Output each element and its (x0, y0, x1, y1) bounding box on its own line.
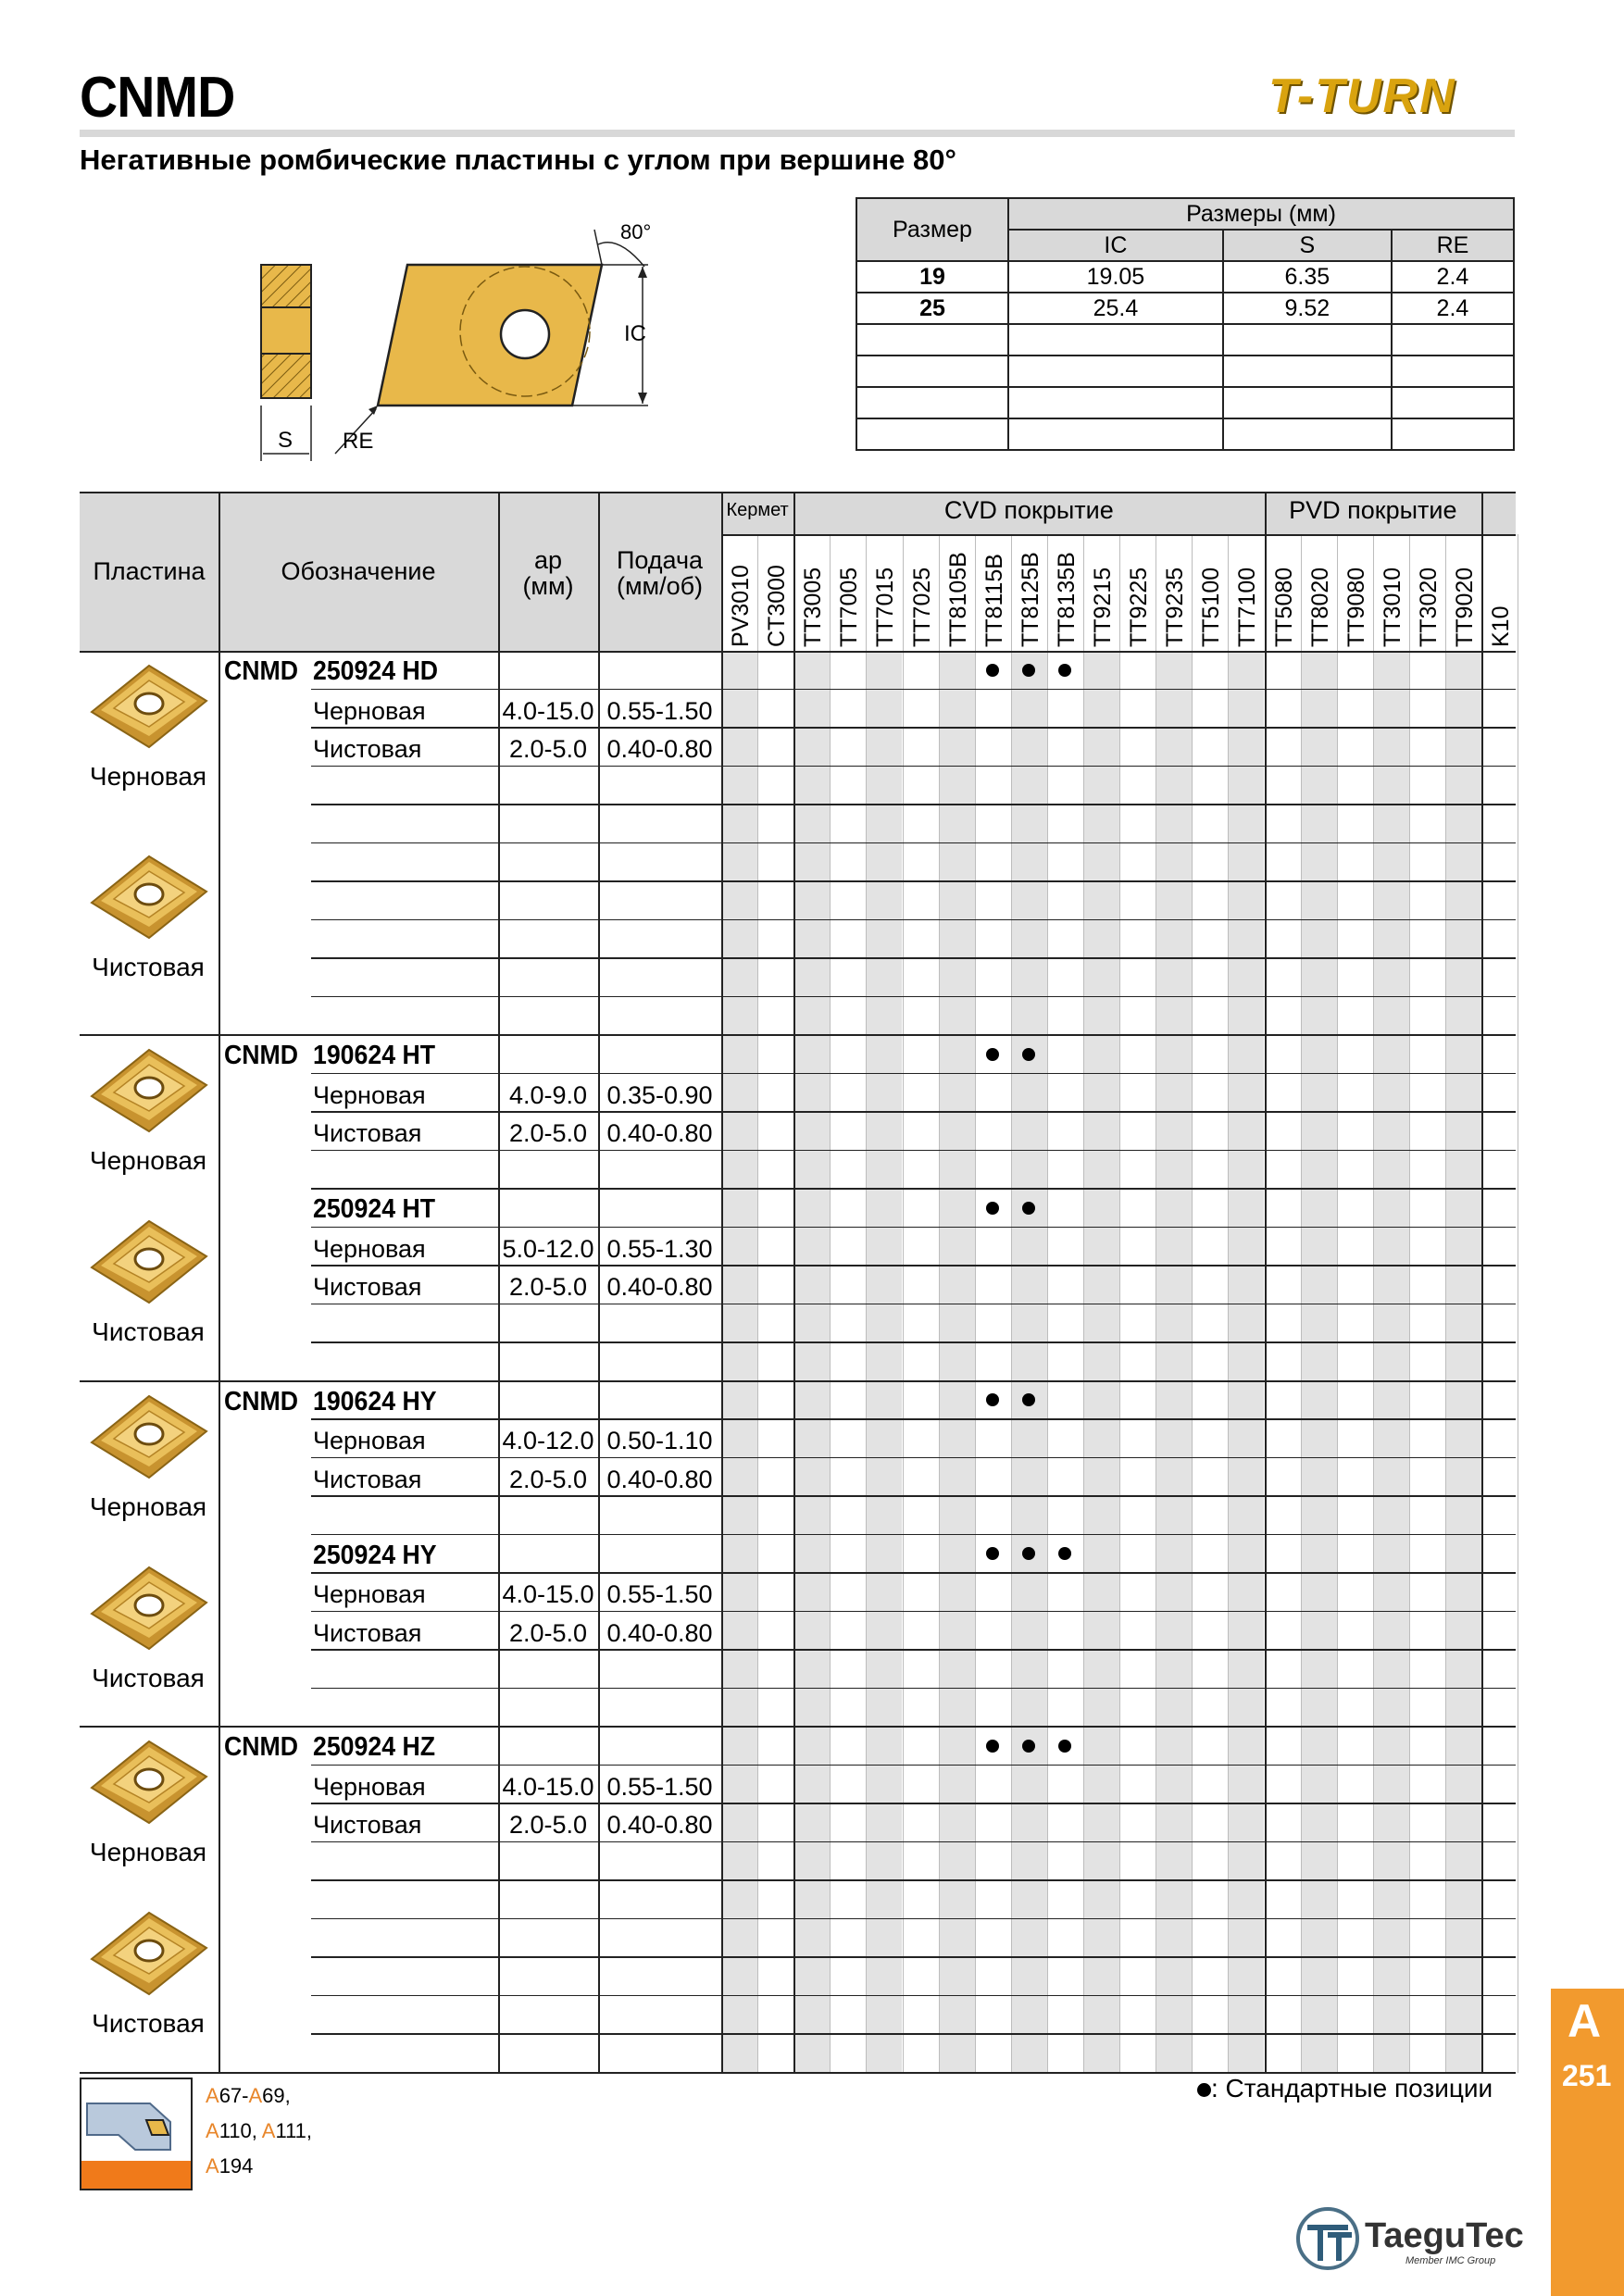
column-divider (598, 492, 600, 2073)
grade-label: TT8125B (1017, 552, 1043, 647)
group-dimensions: Размеры (мм) (1008, 198, 1514, 230)
page-references (206, 2078, 312, 2184)
header-bottom-line (80, 651, 1516, 653)
standard-dot (986, 664, 999, 677)
title-rule (80, 130, 1515, 137)
operation-label: Черновая (313, 1080, 426, 1109)
standard-dot (1058, 1740, 1071, 1753)
group-line (80, 1726, 1516, 1728)
row-line (311, 1765, 1516, 1766)
insert-label: Чистовая (92, 953, 205, 981)
ap-value: 2.0-5.0 (508, 1119, 588, 1147)
grade-label: TT8135B (1053, 552, 1080, 647)
group-line (80, 1034, 1516, 1036)
standard-dot (1022, 1202, 1035, 1215)
row-line (311, 1803, 1516, 1804)
group-pvd: PVD покрытие (1289, 496, 1457, 524)
insert-label: Чистовая (92, 2009, 205, 2038)
grade-label: TT7005 (836, 567, 863, 647)
grade-label: TT8105B (944, 552, 971, 647)
standard-dot (986, 1048, 999, 1061)
row-line (311, 842, 1516, 844)
table-row (856, 261, 1514, 293)
standard-dot (1022, 1740, 1035, 1753)
ap-value: 2.0-5.0 (508, 1618, 588, 1647)
ap-value: 5.0-12.0 (502, 1234, 594, 1263)
row-line (311, 957, 1516, 959)
standard-dot (1058, 1547, 1071, 1560)
grade-label: K10 (1488, 605, 1515, 647)
row-line (311, 1341, 1516, 1343)
grade-label: TT5100 (1198, 567, 1225, 647)
operation-label: Чистовая (313, 1273, 422, 1301)
reference-line[interactable]: A194 (206, 2154, 254, 2177)
operation-label: Черновая (313, 1772, 426, 1801)
row-line (311, 1111, 1516, 1113)
grades-grid (80, 492, 1516, 2068)
ap-value: 2.0-5.0 (508, 735, 588, 763)
designation-prefix: CNMD (224, 1041, 299, 1070)
operation-label: Чистовая (313, 1465, 422, 1493)
row-line (311, 1649, 1516, 1651)
row-line (311, 1457, 1516, 1459)
logo-text: TaeguTec (1365, 2216, 1524, 2255)
s-cell: 6.35 (1223, 261, 1392, 293)
operation-label: Чистовая (313, 1811, 422, 1839)
header-feed: Подача (мм/об) (616, 546, 704, 601)
feed-value: 0.40-0.80 (606, 735, 713, 763)
operation-label: Черновая (313, 1427, 426, 1454)
standard-dot (986, 1393, 999, 1406)
operation-label: Черновая (313, 1580, 426, 1608)
designation-code: 250924 HD (313, 656, 438, 686)
grade-label: TT9235 (1162, 567, 1189, 647)
operation-label: Чистовая (313, 735, 422, 763)
grade-label: TT9020 (1452, 567, 1478, 647)
feed-value: 0.35-0.90 (606, 1080, 713, 1109)
row-line (311, 1150, 1516, 1152)
insert-label: Чистовая (92, 1317, 205, 1346)
row-line (311, 689, 1516, 691)
ic-cell: 19.05 (1008, 261, 1223, 293)
feed-value: 0.50-1.10 (606, 1427, 713, 1454)
feed-value: 0.55-1.50 (606, 696, 713, 725)
group-header-line (721, 534, 1516, 536)
row-line (311, 1841, 1516, 1843)
grade-label: TT5080 (1270, 567, 1297, 647)
grade-label: TT7100 (1234, 567, 1261, 647)
grade-divider (1265, 492, 1267, 2073)
header-designation: Обозначение (281, 557, 436, 585)
row-line (311, 1418, 1516, 1420)
legend (1197, 2074, 1493, 2103)
grade-label: PV3010 (728, 565, 754, 647)
top-view (335, 230, 648, 454)
row-line (311, 1688, 1516, 1690)
row-line (311, 1879, 1516, 1881)
grade-label: TT7025 (908, 567, 935, 647)
col-re: RE (1392, 230, 1514, 261)
operation-label: Черновая (313, 696, 426, 725)
row-line (311, 1956, 1516, 1958)
row-line (311, 919, 1516, 921)
insert-photo (84, 1560, 214, 1662)
grade-label: TT3020 (1415, 567, 1442, 647)
grade-label: TT9080 (1343, 567, 1369, 647)
grade-divider (793, 492, 795, 2073)
row-line (311, 766, 1516, 767)
grid-top-line (80, 492, 1516, 493)
ic-cell: 25.4 (1008, 293, 1223, 324)
ap-value: 4.0-12.0 (502, 1427, 594, 1454)
standard-dot (1058, 664, 1071, 677)
row-line (311, 1918, 1516, 1920)
ap-value: 2.0-5.0 (508, 1273, 588, 1301)
section-letter: A (1568, 1995, 1602, 2047)
row-line (311, 1073, 1516, 1075)
feed-value: 0.40-0.80 (606, 1811, 713, 1839)
insert-photo (84, 1734, 214, 1836)
re-cell: 2.4 (1392, 261, 1514, 293)
size-cell: 25 (856, 293, 1008, 324)
row-line (311, 727, 1516, 729)
dimensions-table (856, 197, 1515, 451)
row-line (311, 1495, 1516, 1497)
row-line (311, 1188, 1516, 1190)
standard-dot (986, 1740, 999, 1753)
operation-label: Черновая (313, 1234, 426, 1263)
insert-photo (84, 1389, 214, 1491)
row-line (311, 1304, 1516, 1305)
row-line (311, 2033, 1516, 2035)
insert-label: Чистовая (92, 1663, 205, 1692)
taegutec-logo (1287, 2196, 1528, 2284)
page-title: CNMD (80, 66, 235, 130)
designation-code: 190624 HY (313, 1386, 437, 1416)
row-line (311, 804, 1516, 805)
insert-label: Черновая (89, 1838, 207, 1866)
designation-prefix: CNMD (224, 1732, 299, 1762)
row-line (311, 1227, 1516, 1229)
operation-label: Чистовая (313, 1119, 422, 1147)
ap-value: 2.0-5.0 (508, 1811, 588, 1839)
legend-dot-icon (1197, 2083, 1211, 2097)
insert-photo (84, 1905, 214, 2007)
insert-photo (84, 849, 214, 951)
grade-label: TT8020 (1306, 567, 1333, 647)
reference-line[interactable]: A67-A69, (206, 2084, 291, 2107)
insert-photo (84, 1042, 214, 1144)
page-number: 251 (1562, 2059, 1612, 2092)
designation-code: 250924 HY (313, 1540, 437, 1570)
grade-divider (1481, 492, 1483, 2073)
grade-label: TT9215 (1090, 567, 1116, 647)
insert-photo (84, 658, 214, 760)
logo-subtext: Member IMC Group (1405, 2255, 1496, 2266)
label-angle: 80° (620, 220, 652, 243)
header-insert: Пластина (93, 557, 206, 585)
feed-value: 0.40-0.80 (606, 1465, 713, 1493)
section-tab (1551, 1989, 1624, 2296)
col-size: Размер (856, 198, 1008, 261)
row-line (311, 1611, 1516, 1613)
row-line (311, 1265, 1516, 1267)
insert-label: Черновая (89, 1491, 207, 1521)
re-cell: 2.4 (1392, 293, 1514, 324)
grade-label: TT3005 (800, 567, 827, 647)
size-cell: 19 (856, 261, 1008, 293)
feed-value: 0.55-1.50 (606, 1772, 713, 1801)
row-line (311, 1534, 1516, 1536)
grade-label: TT3010 (1379, 567, 1405, 647)
column-divider (219, 492, 220, 2073)
group-line (80, 1380, 1516, 1382)
designation-prefix: CNMD (224, 656, 299, 686)
group-cermet: Кермет (726, 500, 789, 520)
s-cell: 9.52 (1223, 293, 1392, 324)
operation-label: Чистовая (313, 1618, 422, 1647)
row-line (311, 996, 1516, 998)
standard-dot (986, 1202, 999, 1215)
label-ic: IC (624, 321, 646, 346)
legend-text: : Стандартные позиции (1211, 2074, 1493, 2103)
feed-value: 0.55-1.50 (606, 1580, 713, 1608)
reference-thumbnail (80, 2078, 193, 2190)
standard-dot (1022, 1048, 1035, 1061)
row-line (311, 880, 1516, 882)
ap-value: 4.0-15.0 (502, 1580, 594, 1608)
grade-label: TT8115B (981, 554, 1007, 647)
feed-value: 0.40-0.80 (606, 1119, 713, 1147)
label-re: RE (343, 429, 374, 454)
feed-value: 0.40-0.80 (606, 1618, 713, 1647)
grade-label: CT3000 (764, 565, 791, 647)
col-ic: IC (1008, 230, 1223, 261)
feed-value: 0.40-0.80 (606, 1273, 713, 1301)
designation-code: 190624 HT (313, 1041, 436, 1070)
standard-dot (986, 1547, 999, 1560)
grade-label: TT7015 (872, 567, 899, 647)
grade-label: TT9225 (1126, 567, 1153, 647)
row-line (311, 1572, 1516, 1574)
brand-logo: T-TURN (1268, 69, 1456, 123)
reference-line[interactable]: A110, A111, (206, 2119, 313, 2142)
label-s: S (278, 428, 294, 453)
group-cvd: CVD покрытие (943, 496, 1114, 524)
ap-value: 4.0-15.0 (502, 696, 594, 725)
ap-value: 2.0-5.0 (508, 1465, 588, 1493)
table-row (856, 293, 1514, 324)
insert-photo (84, 1214, 214, 1316)
designation-code: 250924 HT (313, 1194, 436, 1224)
header-ap: ap (мм) (522, 546, 574, 601)
standard-dot (1022, 664, 1035, 677)
feed-value: 0.55-1.30 (606, 1234, 713, 1263)
col-s: S (1223, 230, 1392, 261)
grade-divider (721, 492, 723, 2073)
designation-code: 250924 HZ (313, 1732, 436, 1762)
insert-label: Черновая (89, 762, 207, 791)
designation-prefix: CNMD (224, 1386, 299, 1416)
ap-value: 4.0-9.0 (508, 1080, 588, 1109)
insert-diagram (250, 211, 694, 480)
row-line (311, 1995, 1516, 1997)
insert-label: Черновая (89, 1146, 207, 1175)
page-subtitle: Негативные ромбические пластины с углом при вершине 80° (80, 144, 956, 176)
ap-value: 4.0-15.0 (502, 1772, 594, 1801)
